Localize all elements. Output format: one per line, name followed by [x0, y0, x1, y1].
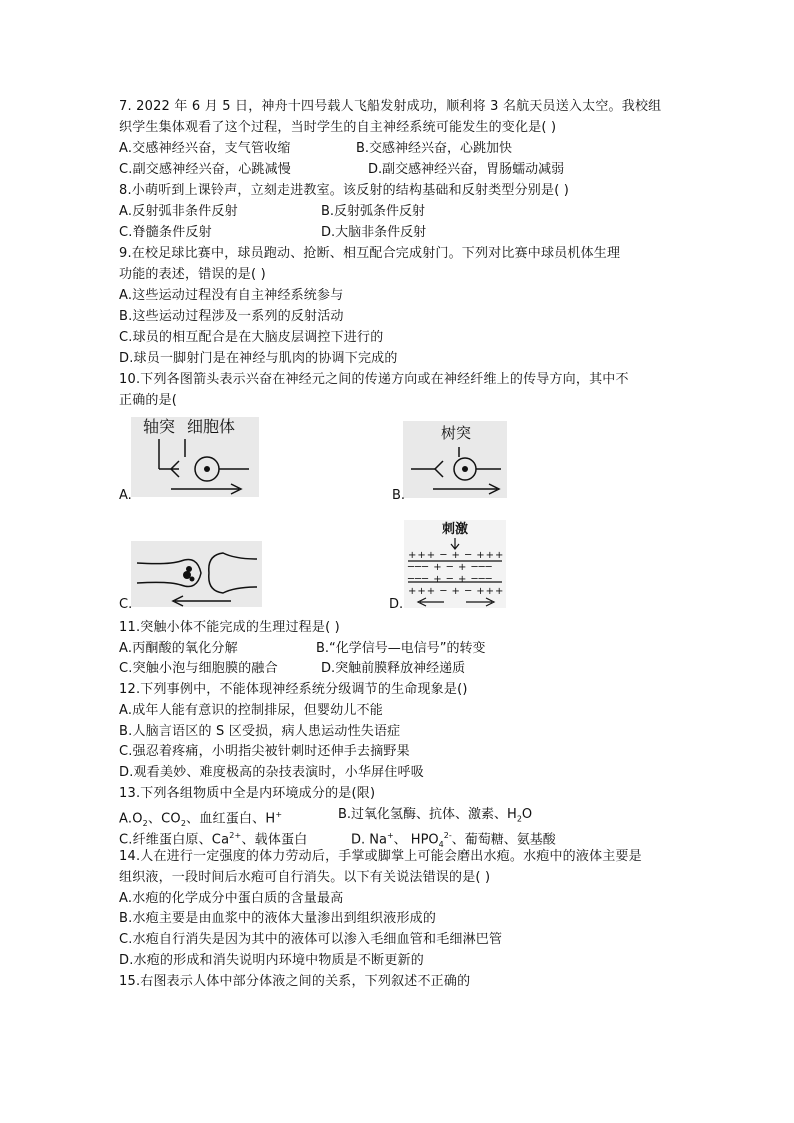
q9-stem-line2: 功能的表述，错误的是( ): [119, 267, 266, 282]
q14-option-d: D.水疱的形成和消失说明内环境中物质是不断更新的: [119, 953, 424, 968]
q11-option-b: B.“化学信号—电信号”的转变: [316, 641, 486, 656]
q11-option-d: D.突触前膜释放神经递质: [321, 661, 466, 676]
q10-option-d: D.: [389, 597, 404, 612]
figure-d-row-2: ─── + ─ + ───: [408, 562, 493, 573]
q8-option-d: D.大脑非条件反射: [321, 225, 427, 240]
q14-option-a: A.水疱的化学成分中蛋白质的含量最高: [119, 891, 344, 906]
q12-option-a: A.成年人能有意识的控制排尿，但婴幼儿不能: [119, 703, 383, 718]
q8-option-a: A.反射弧非条件反射: [119, 204, 238, 219]
q9-option-b: B.这些运动过程涉及一系列的反射活动: [119, 309, 344, 324]
figure-d-row-4: +++ ─ + ─ +++: [408, 586, 505, 597]
q15-stem: 15.右图表示人体中部分体液之间的关系，下列叙述不正确的: [119, 974, 471, 989]
q7-stem-line2: 织学生集体观看了这个过程，当时学生的自主神经系统可能发生的变化是( ): [119, 120, 557, 135]
q13-option-b: B.过氧化氢酶、抗体、激素、$H_2O$: [338, 807, 533, 824]
figure-c-drawing: [131, 541, 262, 607]
q11-stem: 11.突触小体不能完成的生理过程是( ): [119, 620, 340, 635]
q13-stem: 13.下列各组物质中全是内环境成分的是(限): [119, 786, 376, 801]
figure-d-row-3: ─── + ─ + ───: [408, 574, 493, 585]
q9-option-a: A.这些运动过程没有自主神经系统参与: [119, 288, 344, 303]
figure-d-label-stimulus: 刺激: [442, 522, 469, 537]
q7-option-b: B.交感神经兴奋，心跳加快: [356, 141, 513, 156]
q9-option-d: D.球员一脚射门是在神经与肌肉的协调下完成的: [119, 351, 398, 366]
q13-option-c: C.纤维蛋白原、$Ca^{2+}$、载体蛋白: [119, 831, 308, 848]
q7-option-a: A.交感神经兴奋，支气管收缩: [119, 141, 291, 156]
q11-option-c: C.突触小泡与细胞膜的融合: [119, 661, 278, 676]
q8-option-b: B.反射弧条件反射: [321, 204, 426, 219]
q10-option-c: C.: [119, 597, 133, 612]
q10-stem-line2: 正确的是(: [119, 393, 178, 408]
q10-option-a: A.: [119, 488, 132, 503]
figure-c-synapse: [131, 541, 262, 607]
q8-option-c: C.脊髓条件反射: [119, 225, 212, 240]
figure-d-row-1: +++ ─ + ─ +++: [408, 550, 505, 561]
q13-option-d: D. Na+、 $HPO_4^{2-}$、葡萄糖、氨基酸: [351, 831, 556, 849]
q14-option-b: B.水疱主要是由血浆中的液体大量渗出到组织液形成的: [119, 911, 437, 926]
q10-option-b: B.: [392, 488, 406, 503]
q9-stem-line1: 9.在校足球比赛中，球员跑动、抢断、相互配合完成射门。下列对比赛中球员机体生理: [119, 246, 621, 261]
q12-option-c: C.强忍着疼痛，小明指尖被针刺时还伸手去摘野果: [119, 744, 410, 759]
figure-a-label-cell-body: 细胞体: [187, 417, 236, 436]
q13-option-a: $A.O_2$、$CO_2$、血红蛋白、H+: [119, 810, 283, 828]
q7-stem-line1: 7. 2022 年 6 月 5 日，神舟十四号载人飞船发射成功，顺利将 3 名航天员送入太空。我校组: [119, 99, 662, 114]
q14-stem-line1: 14.人在进行一定强度的体力劳动后，手掌或脚掌上可能会磨出水疱。水疱中的液体主要是: [119, 849, 642, 864]
q9-option-c: C.球员的相互配合是在大脑皮层调控下进行的: [119, 330, 384, 345]
q10-stem-line1: 10.下列各图箭头表示兴奋在神经元之间的传递方向或在神经纤维上的传导方向，其中不: [119, 372, 629, 387]
q14-option-c: C.水疱自行消失是因为其中的液体可以渗入毛细血管和毛细淋巴管: [119, 932, 503, 947]
q12-option-b: B.人脑言语区的 S 区受损，病人患运动性失语症: [119, 724, 401, 739]
figure-a-axon-cell-body: [131, 417, 259, 497]
q12-stem: 12.下列事例中，不能体现神经系统分级调节的生命现象是(): [119, 682, 468, 697]
figure-a-label-axon: 轴突: [143, 417, 176, 436]
q12-option-d: D.观看美妙、难度极高的杂技表演时，小华屏住呼吸: [119, 765, 424, 780]
figure-d-nerve-fiber: [404, 520, 506, 608]
q14-stem-line2: 组织液，一段时间后水疱可自行消失。以下有关说法错误的是( ): [119, 870, 491, 885]
figure-b-label-dendrite: 树突: [441, 424, 472, 442]
q7-option-d: D.副交感神经兴奋，胃肠蠕动减弱: [368, 162, 565, 177]
q11-option-a: A.丙酮酸的氧化分解: [119, 641, 238, 656]
figure-b-dendrite: [403, 421, 507, 498]
q7-option-c: C.副交感神经兴奋，心跳减慢: [119, 162, 292, 177]
q8-stem: 8.小萌听到上课铃声，立刻走进教室。该反射的结构基础和反射类型分别是( ): [119, 183, 570, 198]
